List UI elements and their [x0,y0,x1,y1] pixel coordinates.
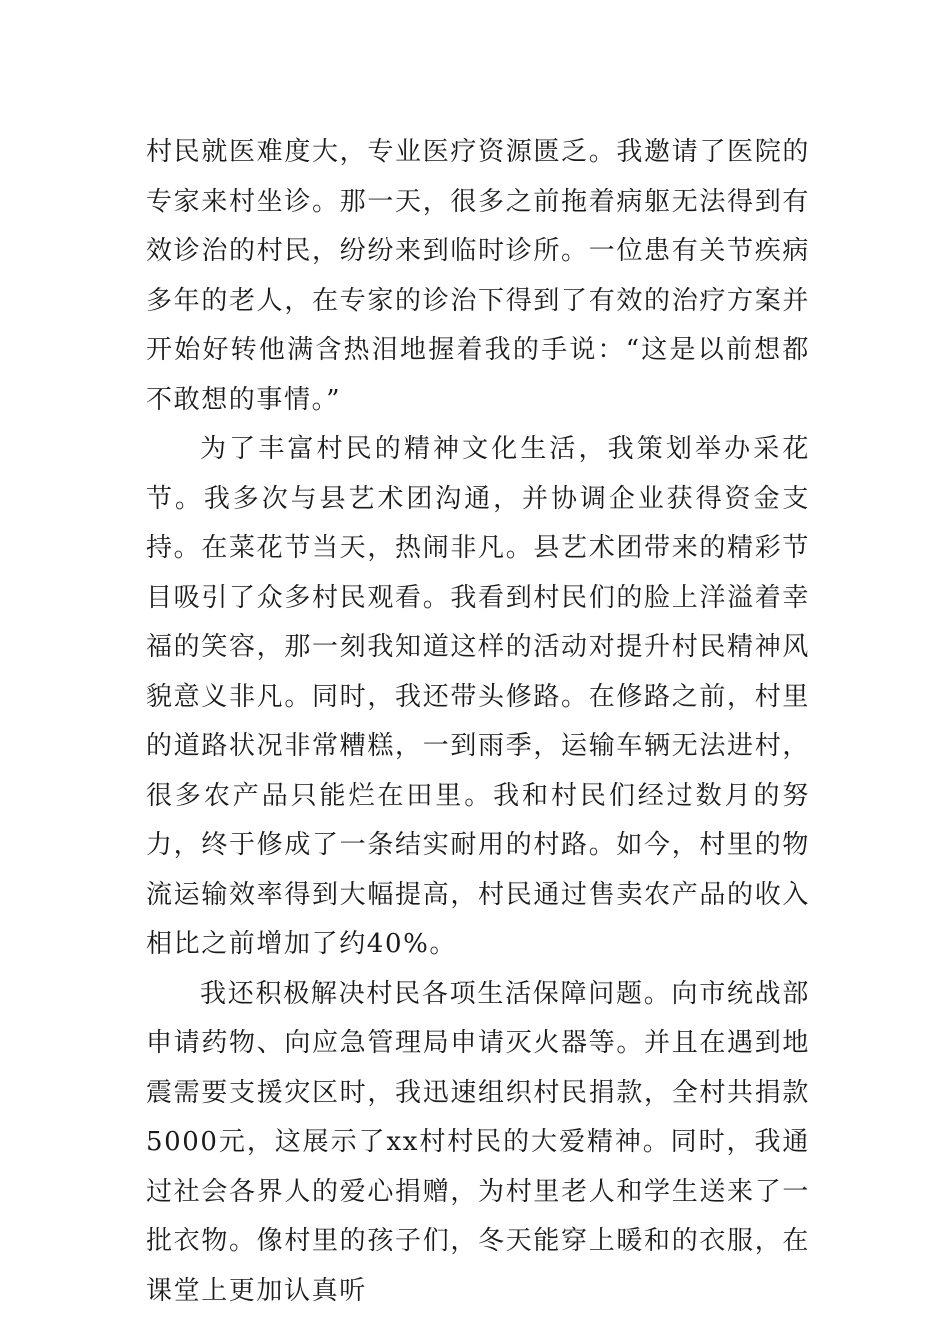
paragraph-culture-road: 为了丰富村民的精神文化生活，我策划举办采花节。我多次与县艺术团沟通，并协调企业获得资金支持。在菜花节当天，热闹非凡。县艺术团带来的精彩节目吸引了众多村民观看。我看到村民们的脸上洋溢着幸福的笑容，那一刻我知道这样的活动对提升村民精神风貌意义非凡。同时，我还带头修路。在修路之前，村里的道路状况非常糟糕，一到雨季，运输车辆无法进村，很多农产品只能烂在田里。我和村民们经过数月的努力，终于修成了一条结实耐用的村路。如今，村里的物流运输效率得到大幅提高，村民通过售卖农产品的收入相比之前增加了约40%。 [146,434,810,959]
paragraph-welfare: 我还积极解决村民各项生活保障问题。向市统战部申请药物、向应急管理局申请灭火器等。并且在遇到地震需要支援灾区时，我迅速组织村民捐款，全村共捐款5000元，这展示了xx村村民的大爱精神。同时，我通过社会各界人的爱心捐赠，为村里老人和学生送来了一批衣物。像村里的孩子们，冬天能穿上暖和的衣服，在课堂上更加认真听 [146,978,810,1306]
paragraph-medical: 村民就医难度大，专业医疗资源匮乏。我邀请了医院的专家来村坐诊。那一天，很多之前拖着病躯无法得到有效诊治的村民，纷纷来到临时诊所。一位患有关节疾病多年的老人，在专家的诊治下得到了有效的治疗方案并开始好转他满含热泪地握着我的手说：“这是以前想都不敢想的事情。” [146,137,810,415]
body-text [146,128,810,1316]
